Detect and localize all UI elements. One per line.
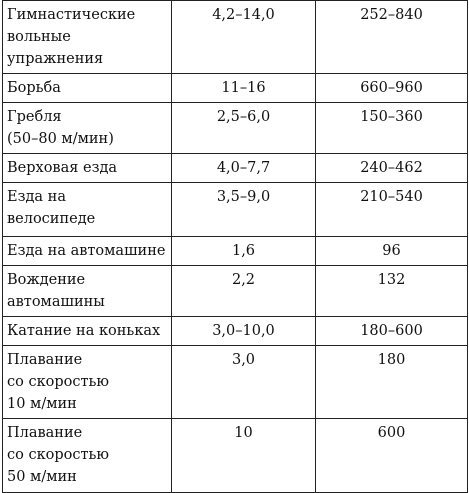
table-row	[3, 266, 468, 317]
activity-cell: Борьба	[3, 74, 172, 103]
activity-cell: Верховая езда	[3, 154, 172, 183]
table-row	[3, 74, 468, 103]
range-cell: 180–600	[316, 317, 468, 346]
range-cell: 4,2–14,0	[172, 1, 316, 74]
range-cell: 3,5–9,0	[172, 183, 316, 237]
table-row	[3, 317, 468, 346]
range-cell: 210–540	[316, 183, 468, 237]
activity-cell: Гимнастические вольные упражнения	[3, 1, 172, 74]
table-row	[3, 346, 468, 419]
activity-energy-table	[2, 0, 468, 493]
range-cell: 132	[316, 266, 468, 317]
activity-cell: Вождение автомашины	[3, 266, 172, 317]
activity-cell: Катание на коньках	[3, 317, 172, 346]
table-row	[3, 103, 468, 154]
table-row	[3, 154, 468, 183]
range-cell: 3,0	[172, 346, 316, 419]
range-cell: 600	[316, 419, 468, 493]
table-row	[3, 183, 468, 237]
table-row	[3, 237, 468, 266]
activity-cell: Езда на велосипеде	[3, 183, 172, 237]
range-cell: 10	[172, 419, 316, 493]
range-cell: 4,0–7,7	[172, 154, 316, 183]
table-row	[3, 419, 468, 493]
range-cell: 96	[316, 237, 468, 266]
activity-cell: Плавание со скоростью 10 м/мин	[3, 346, 172, 419]
range-cell: 11–16	[172, 74, 316, 103]
range-cell: 252–840	[316, 1, 468, 74]
range-cell: 660–960	[316, 74, 468, 103]
table-row	[3, 1, 468, 74]
range-cell: 180	[316, 346, 468, 419]
range-cell: 2,2	[172, 266, 316, 317]
activity-cell: Езда на автомашине	[3, 237, 172, 266]
range-cell: 1,6	[172, 237, 316, 266]
activity-cell: Плавание со скоростью 50 м/мин	[3, 419, 172, 493]
activity-cell: Гребля (50–80 м/мин)	[3, 103, 172, 154]
range-cell: 240–462	[316, 154, 468, 183]
range-cell: 2,5–6,0	[172, 103, 316, 154]
range-cell: 3,0–10,0	[172, 317, 316, 346]
range-cell: 150–360	[316, 103, 468, 154]
